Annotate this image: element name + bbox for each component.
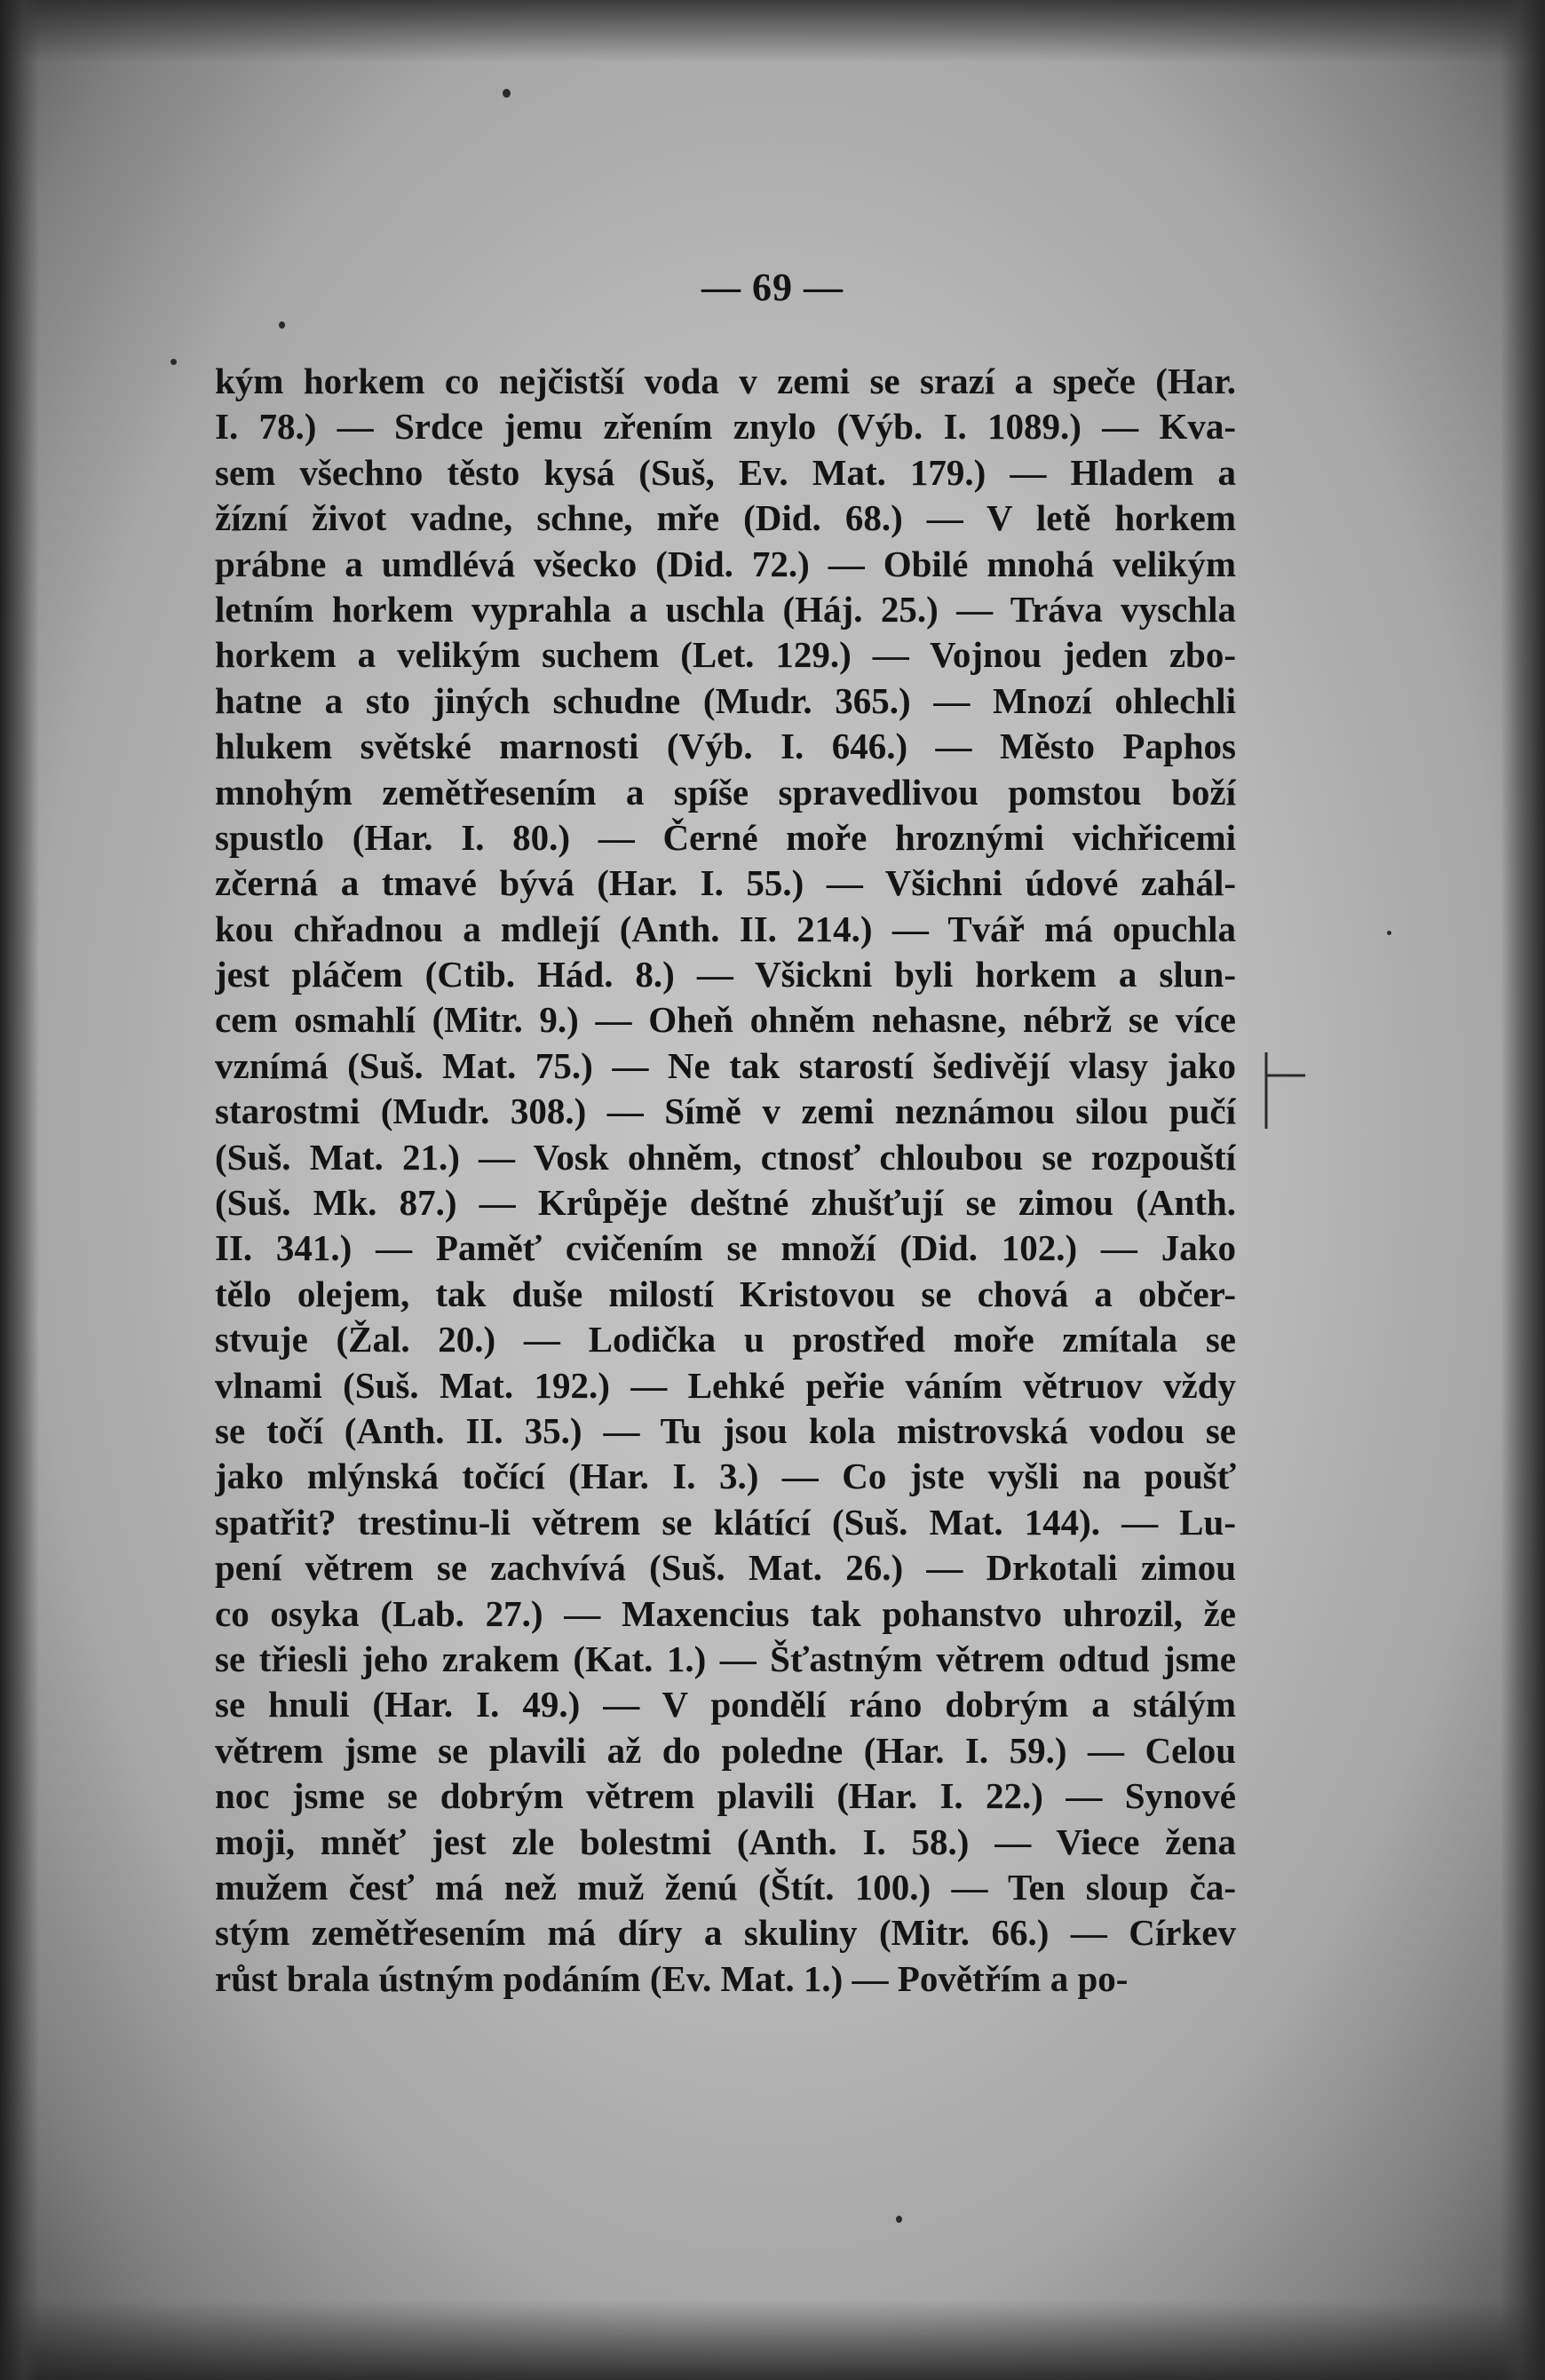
text-line: I. 78.) — Srdce jemu zřením znylo (Výb. I. 1089.) — Kva-	[215, 406, 1236, 448]
text-line: se točí (Anth. II. 35.) — Tu jsou kola mistrovská vodou se	[215, 1409, 1236, 1451]
scan-speck	[503, 89, 511, 98]
text-line: co osyka (Lab. 27.) — Maxencius tak pohanstvo uhrozil, že	[215, 1592, 1236, 1634]
text-line: větrem jsme se plavili až do poledne (Har. I. 59.) — Celou	[215, 1729, 1236, 1771]
scan-shadow-right	[1501, 0, 1545, 2380]
text-line: mužem česť má než muž ženú (Štít. 100.) — Ten sloup ča-	[215, 1866, 1236, 1908]
text-line: sem všechno těsto kysá (Suš, Ev. Mat. 179.) — Hladem a	[215, 451, 1236, 493]
text-line: zčerná a tmavé bývá (Har. I. 55.) — Všichni údové zahál-	[215, 862, 1236, 904]
text-line: jako mlýnská točící (Har. I. 3.) — Co jste vyšli na poušť	[215, 1456, 1236, 1497]
text-line: moji, mněť jest zle bolestmi (Anth. I. 58.) — Viece žena	[215, 1821, 1236, 1862]
text-line: mnohým zemětřesením a spíše spravedlivou pomstou boží	[215, 771, 1236, 813]
text-line: starostmi (Mudr. 308.) — Símě v zemi neznámou silou pučí	[215, 1091, 1236, 1132]
text-line: (Suš. Mk. 87.) — Krůpěje deštné zhušťují se zimou (Anth.	[215, 1182, 1236, 1224]
text-line: kým horkem co nejčistší voda v zemi se srazí a speče (Har.	[215, 361, 1236, 401]
scan-speck	[896, 2216, 902, 2223]
text-line: hatne a sto jiných schudne (Mudr. 365.) — Mnozí ohlechli	[215, 679, 1236, 721]
text-line: spatřit? trestinu-li větrem se klátící (Suš. Mat. 144). — Lu-	[215, 1501, 1236, 1543]
scan-speck	[170, 359, 177, 365]
scan-speck	[279, 321, 285, 329]
text-line: letním horkem vyprahla a uschla (Háj. 25.) — Tráva vyschla	[215, 588, 1236, 630]
text-line: II. 341.) — Paměť cvičením se množí (Did. 102.) — Jako	[215, 1227, 1236, 1269]
text-line: pení větrem se zachvívá (Suš. Mat. 26.) — Drkotali zimou	[215, 1547, 1236, 1589]
text-line: stým zemětřesením má díry a skuliny (Mitr. 66.) — Církev	[215, 1912, 1236, 1954]
page-number: — 69 —	[701, 266, 844, 309]
text-line: kou chřadnou a mdlejí (Anth. II. 214.) — Tvář má opuchla	[215, 908, 1236, 949]
scan-speck	[1387, 931, 1391, 935]
text-line: růst brala ústným podáním (Ev. Mat. 1.) — Povětřím a po-	[215, 1957, 1129, 1999]
text-line: vlnami (Suš. Mat. 192.) — Lehké peřie váním větruov vždy	[215, 1364, 1236, 1406]
text-line: tělo olejem, tak duše milostí Kristovou se chová a občer-	[215, 1273, 1236, 1314]
text-line: se třiesli jeho zrakem (Kat. 1.) — Šťastným větrem odtud jsme	[215, 1638, 1236, 1679]
text-line: žízní život vadne, schne, mře (Did. 68.) — V letě horkem	[215, 497, 1236, 539]
text-line: cem osmahlí (Mitr. 9.) — Oheň ohněm nehasne, nébrž se více	[215, 999, 1236, 1041]
body-text	[215, 359, 1236, 2002]
scan-shadow-top	[0, 0, 1545, 62]
text-line: stvuje (Žal. 20.) — Lodička u prostřed moře zmítala se	[215, 1319, 1236, 1361]
text-line: vznímá (Suš. Mat. 75.) — Ne tak starostí šedivějí vlasy jako	[215, 1044, 1236, 1086]
text-line: noc jsme se dobrým větrem plavili (Har. I. 22.) — Synové	[215, 1775, 1236, 1817]
text-line: (Suš. Mat. 21.) — Vosk ohněm, ctnosť chloubou se rozpouští	[215, 1136, 1236, 1178]
text-line: jest pláčem (Ctib. Hád. 8.) — Všickni byli horkem a slun-	[215, 954, 1236, 996]
text-line: horkem a velikým suchem (Let. 129.) — Vojnou jeden zbo-	[215, 634, 1236, 676]
text-line: spustlo (Har. I. 80.) — Černé moře hroznými vichřicemi	[215, 816, 1236, 858]
text-line: hlukem světské marnosti (Výb. I. 646.) — Město Paphos	[215, 726, 1236, 767]
text-line: prábne a umdlévá všecko (Did. 72.) — Obilé mnohá velikým	[215, 543, 1236, 584]
text-line: se hnuli (Har. I. 49.) — V pondělí ráno dobrým a stálým	[215, 1684, 1236, 1726]
scan-shadow-bottom	[0, 2300, 1545, 2380]
scan-shadow-left	[0, 0, 39, 2380]
margin-bracket-mark	[1261, 1051, 1307, 1130]
